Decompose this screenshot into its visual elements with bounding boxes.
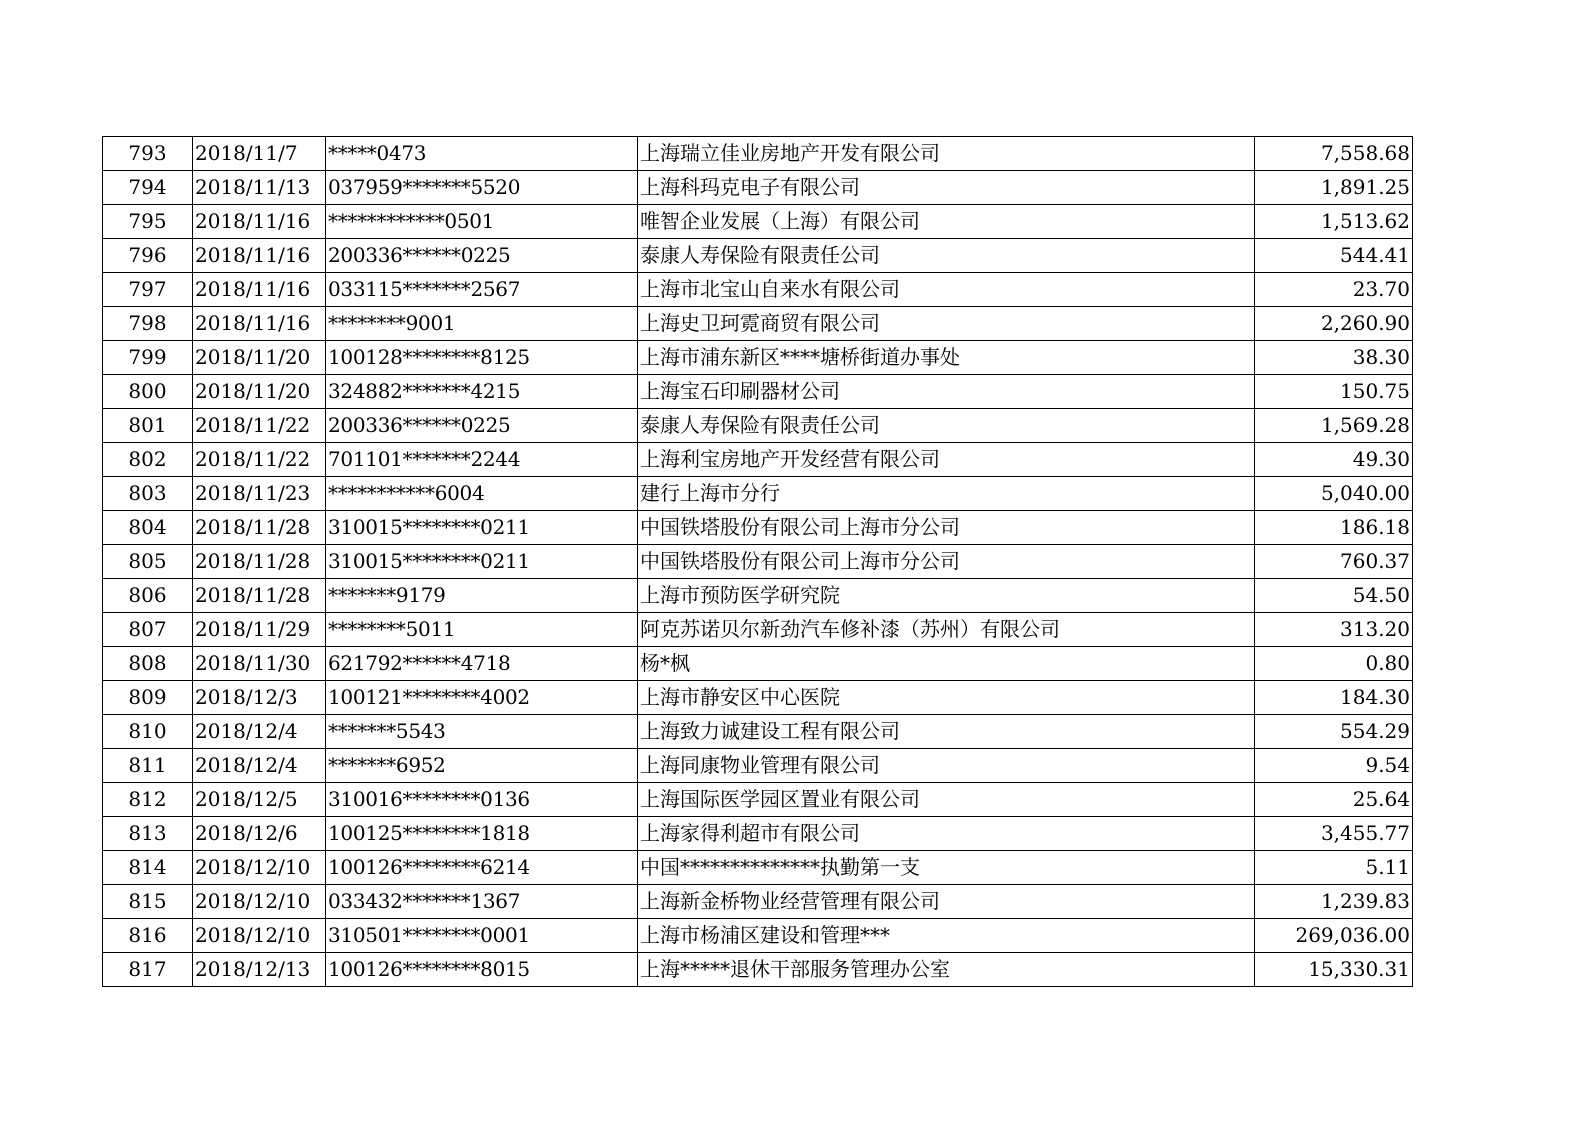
table-row [103, 341, 1413, 375]
row-account: 200336******0225 [326, 239, 638, 273]
row-account: 701101*******2244 [326, 443, 638, 477]
row-amount: 54.50 [1255, 579, 1413, 613]
row-payee-name: 中国**************执勤第一支 [638, 851, 1255, 885]
row-number: 815 [103, 885, 193, 919]
table-row [103, 205, 1413, 239]
table-row [103, 681, 1413, 715]
row-date: 2018/11/16 [193, 205, 326, 239]
row-account: ********5011 [326, 613, 638, 647]
row-account: 100125********1818 [326, 817, 638, 851]
row-amount: 5,040.00 [1255, 477, 1413, 511]
row-amount: 25.64 [1255, 783, 1413, 817]
row-amount: 269,036.00 [1255, 919, 1413, 953]
row-payee-name: 泰康人寿保险有限责任公司 [638, 239, 1255, 273]
row-payee-name: 上海市静安区中心医院 [638, 681, 1255, 715]
table-row [103, 443, 1413, 477]
table-row [103, 715, 1413, 749]
row-number: 816 [103, 919, 193, 953]
table-row [103, 375, 1413, 409]
row-date: 2018/11/7 [193, 137, 326, 171]
row-date: 2018/12/3 [193, 681, 326, 715]
table-row [103, 477, 1413, 511]
table-row [103, 273, 1413, 307]
table-row [103, 749, 1413, 783]
row-amount: 1,891.25 [1255, 171, 1413, 205]
row-date: 2018/12/5 [193, 783, 326, 817]
table-row [103, 851, 1413, 885]
row-number: 793 [103, 137, 193, 171]
row-payee-name: 上海致力诚建设工程有限公司 [638, 715, 1255, 749]
row-number: 807 [103, 613, 193, 647]
row-account: 100126********6214 [326, 851, 638, 885]
row-number: 809 [103, 681, 193, 715]
row-date: 2018/11/28 [193, 545, 326, 579]
row-account: 037959*******5520 [326, 171, 638, 205]
row-payee-name: 上海*****退休干部服务管理办公室 [638, 953, 1255, 987]
row-date: 2018/11/30 [193, 647, 326, 681]
table-row [103, 171, 1413, 205]
row-payee-name: 上海瑞立佳业房地产开发有限公司 [638, 137, 1255, 171]
row-number: 805 [103, 545, 193, 579]
table-row [103, 953, 1413, 987]
row-amount: 1,513.62 [1255, 205, 1413, 239]
row-account: 310501********0001 [326, 919, 638, 953]
row-date: 2018/12/4 [193, 749, 326, 783]
row-date: 2018/11/22 [193, 443, 326, 477]
row-amount: 1,239.83 [1255, 885, 1413, 919]
row-amount: 760.37 [1255, 545, 1413, 579]
row-date: 2018/12/4 [193, 715, 326, 749]
row-account: ************0501 [326, 205, 638, 239]
row-account: ***********6004 [326, 477, 638, 511]
row-payee-name: 阿克苏诺贝尔新劲汽车修补漆（苏州）有限公司 [638, 613, 1255, 647]
row-payee-name: 上海科玛克电子有限公司 [638, 171, 1255, 205]
table-row [103, 783, 1413, 817]
ledger-table-body [103, 137, 1413, 987]
row-amount: 2,260.90 [1255, 307, 1413, 341]
row-date: 2018/12/13 [193, 953, 326, 987]
row-number: 812 [103, 783, 193, 817]
row-amount: 1,569.28 [1255, 409, 1413, 443]
table-row [103, 545, 1413, 579]
row-account: 033115*******2567 [326, 273, 638, 307]
table-row [103, 137, 1413, 171]
row-amount: 544.41 [1255, 239, 1413, 273]
ledger-table [102, 136, 1413, 987]
row-payee-name: 泰康人寿保险有限责任公司 [638, 409, 1255, 443]
row-payee-name: 上海家得利超市有限公司 [638, 817, 1255, 851]
row-account: 621792******4718 [326, 647, 638, 681]
row-date: 2018/11/20 [193, 375, 326, 409]
row-payee-name: 上海市杨浦区建设和管理*** [638, 919, 1255, 953]
row-account: 310015********0211 [326, 511, 638, 545]
row-number: 802 [103, 443, 193, 477]
row-account: ********9001 [326, 307, 638, 341]
row-amount: 554.29 [1255, 715, 1413, 749]
row-number: 801 [103, 409, 193, 443]
row-number: 794 [103, 171, 193, 205]
row-date: 2018/11/16 [193, 273, 326, 307]
row-date: 2018/12/10 [193, 885, 326, 919]
row-payee-name: 杨*枫 [638, 647, 1255, 681]
row-number: 811 [103, 749, 193, 783]
row-date: 2018/11/28 [193, 511, 326, 545]
row-date: 2018/12/10 [193, 851, 326, 885]
row-payee-name: 上海新金桥物业经营管理有限公司 [638, 885, 1255, 919]
row-account: 033432*******1367 [326, 885, 638, 919]
row-payee-name: 上海同康物业管理有限公司 [638, 749, 1255, 783]
row-amount: 38.30 [1255, 341, 1413, 375]
row-account: 100121********4002 [326, 681, 638, 715]
row-amount: 9.54 [1255, 749, 1413, 783]
row-payee-name: 唯智企业发展（上海）有限公司 [638, 205, 1255, 239]
row-date: 2018/12/10 [193, 919, 326, 953]
row-number: 803 [103, 477, 193, 511]
row-payee-name: 上海史卫珂霓商贸有限公司 [638, 307, 1255, 341]
row-date: 2018/11/22 [193, 409, 326, 443]
row-account: 100128********8125 [326, 341, 638, 375]
table-row [103, 239, 1413, 273]
row-number: 799 [103, 341, 193, 375]
row-amount: 150.75 [1255, 375, 1413, 409]
ledger-sheet [102, 136, 1412, 987]
row-number: 810 [103, 715, 193, 749]
row-date: 2018/11/23 [193, 477, 326, 511]
row-number: 796 [103, 239, 193, 273]
row-payee-name: 上海市北宝山自来水有限公司 [638, 273, 1255, 307]
row-number: 814 [103, 851, 193, 885]
row-account: *******9179 [326, 579, 638, 613]
row-amount: 7,558.68 [1255, 137, 1413, 171]
row-amount: 15,330.31 [1255, 953, 1413, 987]
row-account: 324882*******4215 [326, 375, 638, 409]
row-number: 817 [103, 953, 193, 987]
table-row [103, 511, 1413, 545]
row-account: *******6952 [326, 749, 638, 783]
row-account: 200336******0225 [326, 409, 638, 443]
row-number: 804 [103, 511, 193, 545]
row-payee-name: 中国铁塔股份有限公司上海市分公司 [638, 545, 1255, 579]
row-number: 798 [103, 307, 193, 341]
row-date: 2018/11/28 [193, 579, 326, 613]
row-account: 100126********8015 [326, 953, 638, 987]
row-account: 310016********0136 [326, 783, 638, 817]
row-amount: 3,455.77 [1255, 817, 1413, 851]
table-row [103, 919, 1413, 953]
row-amount: 0.80 [1255, 647, 1413, 681]
row-amount: 5.11 [1255, 851, 1413, 885]
row-payee-name: 上海宝石印刷器材公司 [638, 375, 1255, 409]
row-amount: 186.18 [1255, 511, 1413, 545]
table-row [103, 647, 1413, 681]
row-date: 2018/11/29 [193, 613, 326, 647]
row-amount: 49.30 [1255, 443, 1413, 477]
row-account: *****0473 [326, 137, 638, 171]
row-number: 795 [103, 205, 193, 239]
row-number: 797 [103, 273, 193, 307]
row-date: 2018/11/13 [193, 171, 326, 205]
row-payee-name: 上海市浦东新区****塘桥街道办事处 [638, 341, 1255, 375]
row-amount: 313.20 [1255, 613, 1413, 647]
row-amount: 23.70 [1255, 273, 1413, 307]
table-row [103, 579, 1413, 613]
row-payee-name: 中国铁塔股份有限公司上海市分公司 [638, 511, 1255, 545]
table-row [103, 613, 1413, 647]
row-payee-name: 上海市预防医学研究院 [638, 579, 1255, 613]
row-date: 2018/12/6 [193, 817, 326, 851]
row-account: 310015********0211 [326, 545, 638, 579]
row-date: 2018/11/20 [193, 341, 326, 375]
table-row [103, 307, 1413, 341]
row-number: 800 [103, 375, 193, 409]
table-row [103, 817, 1413, 851]
row-number: 813 [103, 817, 193, 851]
row-number: 808 [103, 647, 193, 681]
row-payee-name: 建行上海市分行 [638, 477, 1255, 511]
row-payee-name: 上海利宝房地产开发经营有限公司 [638, 443, 1255, 477]
row-amount: 184.30 [1255, 681, 1413, 715]
table-row [103, 885, 1413, 919]
row-payee-name: 上海国际医学园区置业有限公司 [638, 783, 1255, 817]
row-date: 2018/11/16 [193, 239, 326, 273]
row-account: *******5543 [326, 715, 638, 749]
table-row [103, 409, 1413, 443]
row-date: 2018/11/16 [193, 307, 326, 341]
row-number: 806 [103, 579, 193, 613]
